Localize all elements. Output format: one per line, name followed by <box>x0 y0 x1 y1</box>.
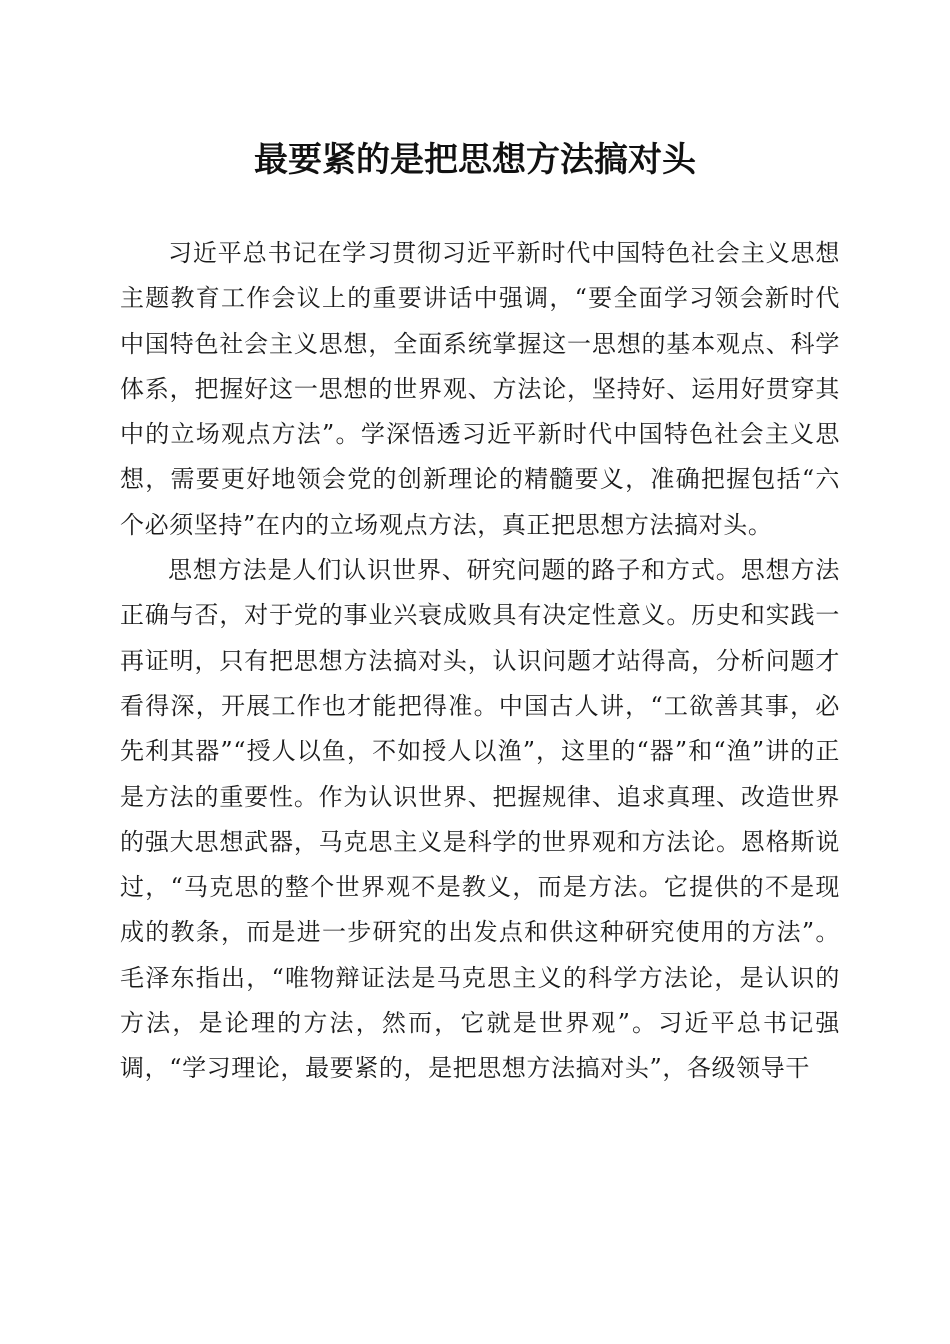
document-body <box>120 231 840 1092</box>
paragraph-1: 习近平总书记在学习贯彻习近平新时代中国特色社会主义思想主题教育工作会议上的重要讲话中强调，“要全面学习领会新时代中国特色社会主义思想，全面系统掌握这一思想的基本观点、科学体系，把握好这一思想的世界观、方法论，坚持好、运用好贯穿其中的立场观点方法”。学深悟透习近平新时代中国特色社会主义思想，需要更好地领会党的创新理论的精髓要义，准确把握包括“六个必须坚持”在内的立场观点方法，真正把思想方法搞对头。 <box>120 239 840 539</box>
document-title: 最要紧的是把思想方法搞对头 <box>254 140 696 180</box>
paragraph-2: 思想方法是人们认识世界、研究问题的路子和方式。思想方法正确与否，对于党的事业兴衰成败具有决定性意义。历史和实践一再证明，只有把思想方法搞对头，认识问题才站得高，分析问题才看得深，开展工作也才能把得准。中国古人讲，“工欲善其事，必先利其器”“授人以鱼，不如授人以渔”，这里的“器”和“渔”讲的正是方法的重要性。作为认识世界、把握规律、追求真理、改造世界的强大思想武器，马克思主义是科学的世界观和方法论。恩格斯说过，“马克思的整个世界观不是教义，而是方法。它提供的不是现成的教条，而是进一步研究的出发点和供这种研究使用的方法”。毛泽东指出，“唯物辩证法是马克思主义的科学方法论，是认识的方法，是论理的方法，然而，它就是世界观”。习近平总书记强调，“学习理论，最要紧的，是把思想方法搞对头”，各级领导干 <box>120 556 840 1083</box>
